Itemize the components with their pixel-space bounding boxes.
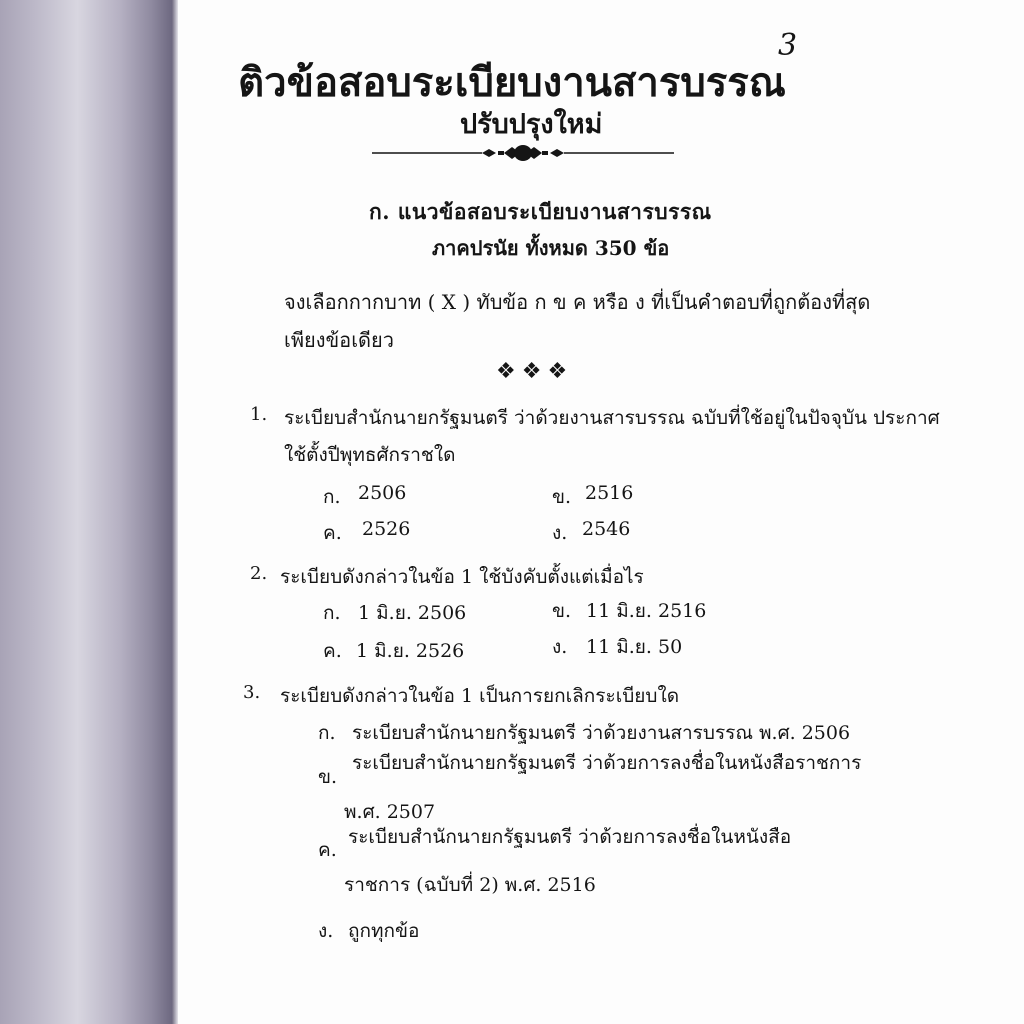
ornament-divider	[372, 140, 674, 166]
diamond-separator: ❖❖❖	[496, 359, 574, 384]
question-3-number: 3.	[243, 682, 261, 703]
question-1-number: 1.	[250, 404, 268, 425]
question-3-option-label: ข.	[318, 766, 338, 788]
question-1-option-label: ข.	[552, 486, 572, 508]
page-title: ติวข้อสอบระเบียบงานสารบรรณ	[238, 59, 786, 106]
question-3-option-text: ระเบียบสำนักนายกรัฐมนตรี ว่าด้วยการลงชื่อในหนังสือ	[348, 826, 792, 848]
question-2-option-text: 1 มิ.ย. 2526	[356, 640, 465, 662]
question-2-option-label: ข.	[552, 600, 572, 622]
question-3-option-label: ค.	[318, 839, 337, 861]
question-2-number: 2.	[250, 563, 268, 584]
question-3-text-line-1: ระเบียบดังกล่าวในข้อ 1 เป็นการยกเลิกระเบียบใด	[280, 685, 680, 707]
question-2-option-label: ก.	[323, 602, 341, 624]
question-2-option-text: 11 มิ.ย. 50	[586, 636, 683, 658]
question-1-text-line-2: ใช้ตั้งปีพุทธศักราชใด	[284, 444, 456, 466]
instructions-line-1: จงเลือกกากบาท ( X ) ทับข้อ ก ข ค หรือ ง ที่เป็นคำตอบที่ถูกต้องที่สุด	[284, 290, 871, 314]
question-2-option-text: 1 มิ.ย. 2506	[358, 602, 467, 624]
question-2-option-label: ค.	[323, 640, 342, 662]
question-3-option-text: ระเบียบสำนักนายกรัฐมนตรี ว่าด้วยงานสารบรรณ พ.ศ. 2506	[352, 722, 851, 744]
question-3-option-continuation: พ.ศ. 2507	[344, 801, 436, 823]
question-1-option-label: ค.	[323, 522, 342, 544]
page-number: 3	[778, 28, 798, 63]
question-3-option-text: ระเบียบสำนักนายกรัฐมนตรี ว่าด้วยการลงชื่อในหนังสือราชการ	[352, 752, 862, 774]
question-2-text-line-1: ระเบียบดังกล่าวในข้อ 1 ใช้บังคับตั้งแต่เมื่อไร	[280, 566, 644, 588]
question-3-option-text: ถูกทุกข้อ	[348, 920, 420, 942]
question-1-text-line-1: ระเบียบสำนักนายกรัฐมนตรี ว่าด้วยงานสารบรรณ ฉบับที่ใช้อยู่ในปัจจุบัน ประกาศ	[284, 407, 940, 429]
book-binding-gutter	[0, 0, 172, 1024]
question-1-option-label: ก.	[323, 486, 341, 508]
question-1-option-text: 2546	[582, 518, 631, 540]
question-2-option-label: ง.	[552, 636, 568, 658]
question-1-option-text: 2506	[358, 482, 407, 504]
page-subtitle: ปรับปรุงใหม่	[460, 109, 603, 140]
question-2-option-text: 11 มิ.ย. 2516	[586, 600, 707, 622]
question-3-option-label: ง.	[318, 920, 334, 942]
question-1-option-text: 2526	[362, 518, 411, 540]
question-3-option-label: ก.	[318, 722, 336, 744]
question-1-option-label: ง.	[552, 522, 568, 544]
question-3-option-continuation: ราชการ (ฉบับที่ 2) พ.ศ. 2516	[344, 874, 596, 896]
instructions-line-2: เพียงข้อเดียว	[284, 328, 394, 352]
section-title: ก. แนวข้อสอบระเบียบงานสารบรรณ	[369, 199, 712, 224]
section-subtitle: ภาคปรนัย ทั้งหมด 350 ข้อ	[432, 236, 670, 260]
question-1-option-text: 2516	[585, 482, 634, 504]
